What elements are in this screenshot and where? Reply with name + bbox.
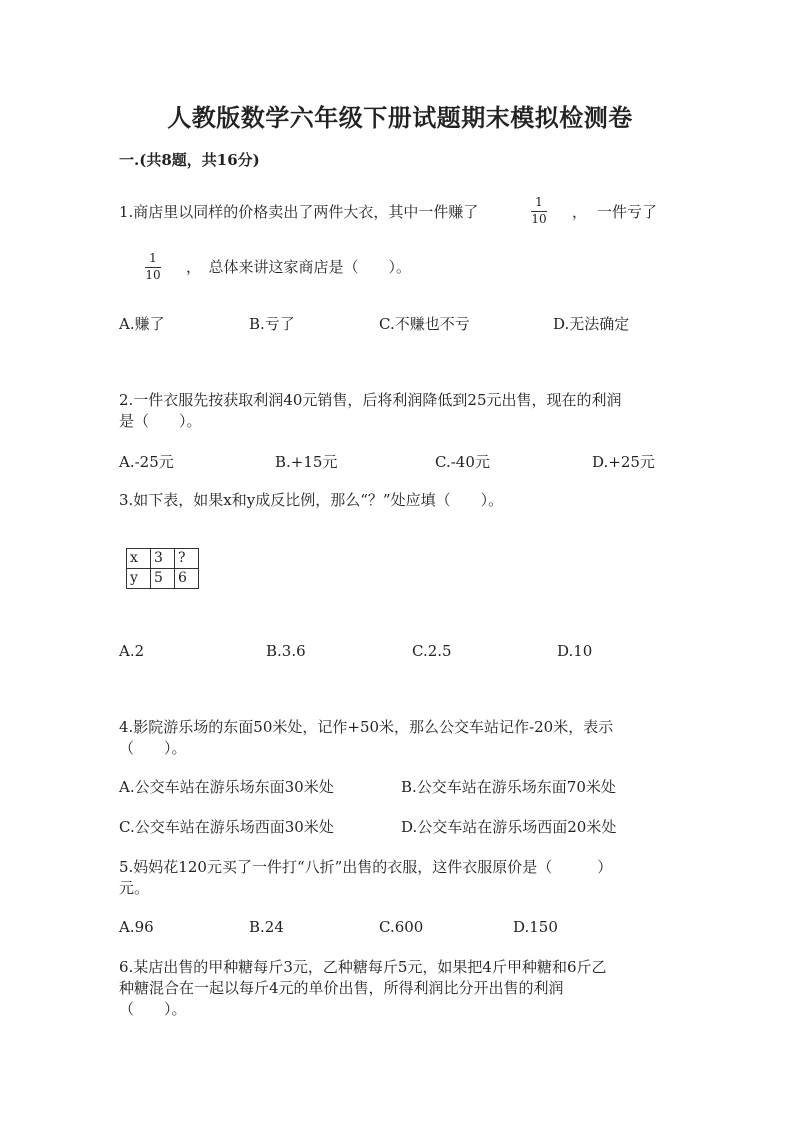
page-title: 人教版数学六年级下册试题期末模拟检测卷 [167,103,633,132]
table-cell: 5 [151,569,175,589]
q3-text-line1: 3.如下表，如果x和y成反比例，那么“？”处应填（ ）。 [119,491,504,509]
q1-option-c[interactable]: C.不赚也不亏 [379,315,470,333]
table-cell: ? [175,549,199,569]
table-cell: y [127,569,151,589]
table-row [127,549,199,569]
q5-option-a[interactable]: A.96 [119,918,154,936]
q1-fraction-2 [145,252,161,282]
table-cell: x [127,549,151,569]
q6-text-line1: 6.某店出售的甲种糖每斤3元，乙种糖每斤5元，如果把4斤甲种糖和6斤乙 [119,958,607,976]
q4-text-line2: （ ）。 [119,739,187,757]
q2-text-line1: 2.一件衣服先按获取利润40元销售，后将利润降低到25元出售，现在的利润 [119,391,622,409]
q1-text-line2: ， 总体来讲这家商店是（ ）。 [186,258,412,276]
q3-option-d[interactable]: D.10 [557,642,593,660]
q4-option-d[interactable]: D.公交车站在游乐场西面20米处 [401,818,617,836]
q3-option-c[interactable]: C.2.5 [412,642,452,660]
q1-option-d[interactable]: D.无法确定 [553,315,630,333]
table-cell: 6 [175,569,199,589]
q5-text-line1: 5.妈妈花120元买了一件打“八折”出售的衣服，这件衣服原价是（ ） [119,858,613,876]
section-heading: 一.(共8题，共16分) [119,151,260,169]
q1-option-a[interactable]: A.赚了 [119,315,165,333]
q2-option-b[interactable]: B.+15元 [275,453,338,471]
q2-option-c[interactable]: C.-40元 [435,453,490,471]
q4-option-b[interactable]: B.公交车站在游乐场东面70米处 [401,778,616,796]
table-cell: 3 [151,549,175,569]
q5-text-line2: 元。 [119,879,150,897]
fraction-denominator: 10 [531,212,547,226]
q5-option-b[interactable]: B.24 [249,918,284,936]
q3-option-b[interactable]: B.3.6 [266,642,306,660]
q4-text-line1: 4.影院游乐场的东面50米处，记作+50米，那么公交车站记作-20米，表示 [119,718,614,736]
q6-text-line3: （ ）。 [119,1000,187,1018]
fraction-denominator: 10 [145,268,161,282]
q4-option-a[interactable]: A.公交车站在游乐场东面30米处 [119,778,334,796]
q2-option-a[interactable]: A.-25元 [119,453,174,471]
q4-option-c[interactable]: C.公交车站在游乐场西面30米处 [119,818,334,836]
q6-text-line2: 种糖混合在一起以每斤4元的单价出售，所得利润比分开出售的利润 [119,979,564,997]
q1-fraction-1 [531,196,547,226]
q1-text-line1: 1.商店里以同样的价格卖出了两件大衣，其中一件赚了 [119,203,479,221]
q2-option-d[interactable]: D.+25元 [592,453,655,471]
q1-text-line1b: 一件亏了 [597,203,658,221]
q1-option-b[interactable]: B.亏了 [249,315,295,333]
q5-option-c[interactable]: C.600 [379,918,424,936]
fraction-numerator: 1 [535,195,543,209]
q5-option-d[interactable]: D.150 [513,918,558,936]
q1-comma: ， [572,203,588,221]
q3-option-a[interactable]: A.2 [119,642,145,660]
q2-text-line2: 是（ ）。 [119,412,202,430]
fraction-numerator: 1 [149,251,157,265]
table-row [127,569,199,589]
q3-table [126,548,199,589]
